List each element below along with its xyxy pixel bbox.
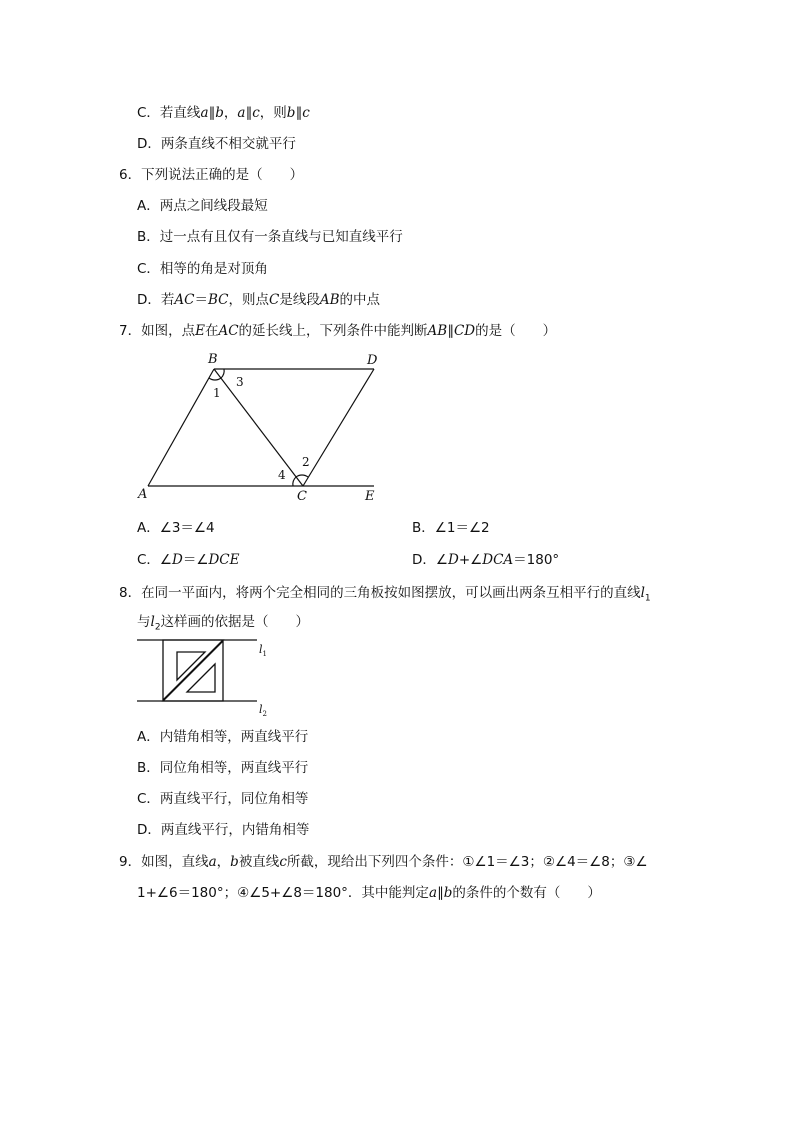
- q8-option-d: D．两直线平行，内错角相等: [137, 822, 310, 838]
- triangle-ruler-upper: [163, 640, 223, 700]
- label-l2: $l_2$: [259, 703, 267, 718]
- q8-option-a: A．内错角相等，两直线平行: [137, 729, 309, 745]
- q8-stem-line2: 与$l_2$这样画的依据是（ ）: [137, 614, 310, 633]
- angle-mark-3: [221, 369, 224, 378]
- label-c: C: [297, 489, 307, 504]
- q8-option-c: C．两直线平行，同位角相等: [137, 791, 309, 807]
- q8-stem-line1: 8．在同一平面内，将两个完全相同的三角板按如图摆放，可以画出两条互相平行的直线$l_1$: [119, 585, 651, 604]
- label-angle-3: 3: [236, 375, 244, 389]
- q5-option-d: D．两条直线不相交就平行: [137, 136, 296, 152]
- q7-stem: 7．如图，点E在AC的延长线上，下列条件中能判断AB∥CD的是（ ）: [119, 323, 557, 339]
- q7-option-a: A．∠3＝∠4: [137, 520, 215, 536]
- label-angle-1: 1: [213, 386, 221, 400]
- q8-triangle-rulers-figure: [135, 636, 285, 722]
- label-b: B: [208, 352, 218, 367]
- segment-ab: [148, 369, 214, 486]
- label-d: D: [367, 353, 378, 368]
- segment-dc: [303, 369, 374, 486]
- angle-mark-2: [296, 475, 308, 477]
- q6-option-d: D．若AC＝BC，则点C是线段AB的中点: [137, 292, 381, 308]
- triangle-ruler-lower-hole: [187, 664, 215, 692]
- q7-option-b: B．∠1＝∠2: [412, 520, 490, 536]
- label-angle-2: 2: [302, 455, 310, 469]
- q6-option-a: A．两点之间线段最短: [137, 198, 268, 214]
- label-a: A: [138, 487, 148, 502]
- label-e: E: [365, 489, 375, 504]
- q7-option-c: C．∠D＝∠DCE: [137, 552, 240, 568]
- q7-parallelogram-figure: [130, 348, 390, 508]
- segment-bc: [214, 369, 303, 486]
- q7-option-d: D．∠D+∠DCA＝180°: [412, 552, 560, 568]
- angle-mark-1: [209, 378, 221, 380]
- q6-option-b: B．过一点有且仅有一条直线与已知直线平行: [137, 229, 403, 245]
- label-angle-4: 4: [278, 468, 286, 482]
- q9-stem-line2: 1+∠6＝180°；④∠5+∠8＝180°．其中能判定a∥b的条件的个数有（ ）: [137, 885, 601, 901]
- label-l1: $l_1$: [259, 643, 267, 658]
- q6-option-c: C．相等的角是对顶角: [137, 261, 268, 277]
- angle-mark-4: [293, 477, 296, 486]
- q5-option-c: C．若直线a∥b，a∥c，则b∥c: [137, 105, 310, 121]
- q8-option-b: B．同位角相等，两直线平行: [137, 760, 309, 776]
- q9-stem-line1: 9．如图，直线a，b被直线c所截，现给出下列四个条件：①∠1＝∠3；②∠4＝∠8；③∠: [119, 854, 648, 870]
- q6-stem: 6．下列说法正确的是（ ）: [119, 167, 304, 183]
- triangle-ruler-upper-hole: [177, 652, 205, 680]
